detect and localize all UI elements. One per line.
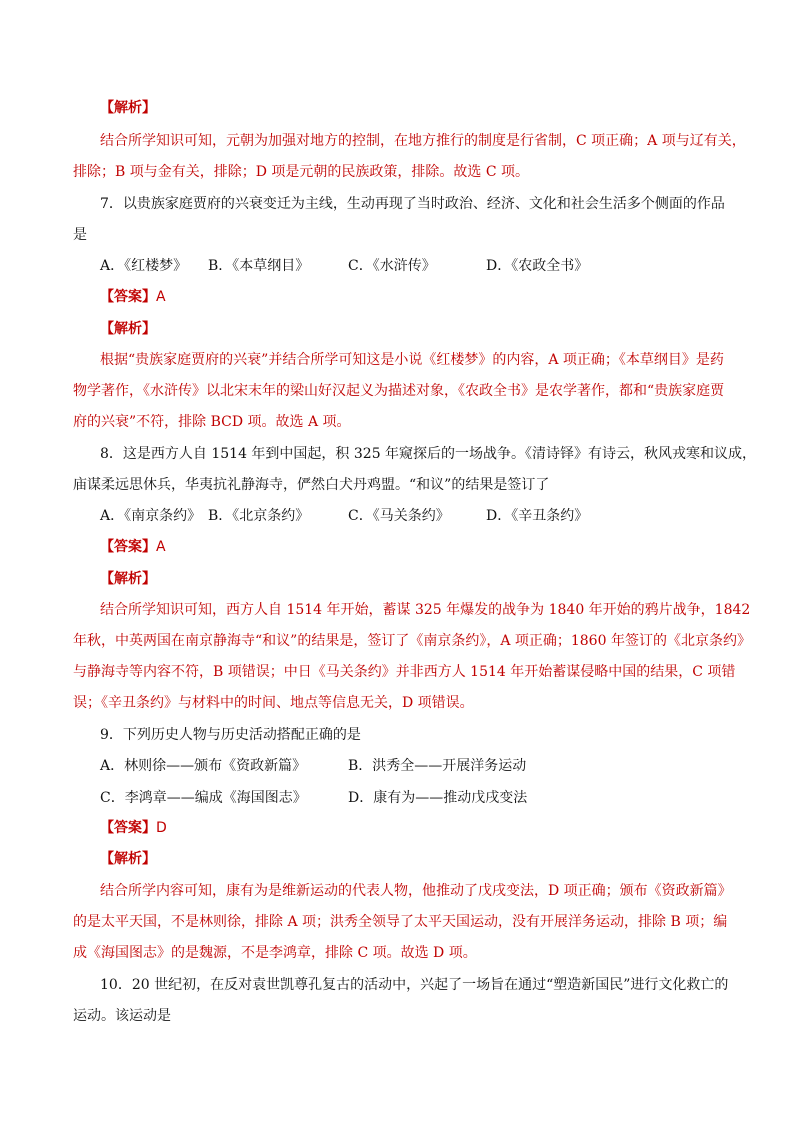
- analysis-text: 误；《辛丑条约》与材料中的时间、地点等信息无关，D 项错误。: [73, 695, 474, 711]
- answer-label: 【答案】: [100, 820, 156, 836]
- question-stem: 8．这是西方人自 1514 年到中国起，积 325 年窥探后的一场战争。《清诗铎》有诗云，秋风戎寒和议成，: [100, 446, 757, 462]
- question-stem: 庙谋柔远思休兵，华夷抗礼静海寺，俨然白犬丹鸡盟。“和议”的结果是签订了: [73, 477, 550, 493]
- option-b: B．洪秀全——开展洋务运动: [348, 758, 527, 774]
- answer-line: [100, 818, 167, 838]
- question-stem: 10．20 世纪初，在反对袁世凯尊孔复古的活动中，兴起了一场旨在通过“塑造新国民”进行文化救亡的: [100, 977, 729, 993]
- answer-label: 【答案】: [100, 539, 156, 555]
- analysis-label: 【解析】: [100, 571, 156, 587]
- option-a: A．《南京条约》: [100, 508, 202, 524]
- option-b: B．《北京条约》: [208, 508, 310, 524]
- answer-value: A: [156, 289, 166, 305]
- option-c: C．《马关条约》: [348, 508, 450, 524]
- answer-label: 【答案】: [100, 289, 156, 305]
- option-list: [100, 506, 700, 526]
- answer-line: [100, 287, 166, 307]
- analysis-text: 与静海寺等内容不符，B 项错误；中日《马关条约》并非西方人 1514 年开始蓄谋侵略中国的结果，C 项错: [73, 664, 736, 680]
- option-d: D．《辛丑条约》: [486, 508, 589, 524]
- analysis-text: 物学著作，《水浒传》以北宋末年的梁山好汉起义为描述对象，《农政全书》是农学著作，都和“贵族家庭贾: [73, 383, 725, 399]
- option-d: D．《农政全书》: [486, 258, 589, 274]
- analysis-text: 年秋，中英两国在南京静海寺“和议”的结果是，签订了《南京条约》，A 项正确；1860 年签订的《北京条约》: [73, 633, 751, 649]
- option-list: [100, 756, 700, 808]
- question-stem: 9．下列历史人物与历史活动搭配正确的是: [100, 727, 361, 743]
- answer-line: [100, 537, 166, 557]
- analysis-text: 结合所学知识可知，元朝为加强对地方的控制，在地方推行的制度是行省制，C 项正确；A 项与辽有关，: [100, 133, 746, 149]
- analysis-text: 的是太平天国，不是林则徐，排除 A 项；洪秀全领导了太平天国运动，没有开展洋务运动，排除 B 项；编: [73, 914, 728, 930]
- option-a: A．《红楼梦》: [100, 258, 188, 274]
- option-b: B．《本草纲目》: [208, 258, 310, 274]
- question-stem: 是: [73, 227, 87, 243]
- option-list: [100, 256, 700, 276]
- answer-value: A: [156, 539, 166, 555]
- question-stem: 运动。该运动是: [73, 1008, 171, 1024]
- option-c: C．李鸿章——编成《海国图志》: [100, 790, 307, 806]
- analysis-label: 【解析】: [100, 851, 156, 867]
- analysis-text: 根据“贵族家庭贾府的兴衰”并结合所学可知这是小说《红楼梦》的内容，A 项正确；《本草纲目》是药: [100, 352, 724, 368]
- analysis-text: 府的兴衰”不符，排除 BCD 项。故选 A 项。: [73, 414, 351, 430]
- analysis-text: 排除；B 项与金有关，排除；D 项是元朝的民族政策，排除。故选 C 项。: [73, 164, 530, 180]
- analysis-text: 结合所学内容可知，康有为是维新运动的代表人物，他推动了戊戌变法，D 项正确；颁布《资政新篇》: [100, 883, 732, 899]
- option-d: D．康有为——推动戊戌变法: [348, 790, 528, 806]
- analysis-text: 成《海国图志》的是魏源，不是李鸿章，排除 C 项。故选 D 项。: [73, 945, 477, 961]
- option-a: A．林则徐——颁布《资政新篇》: [100, 758, 307, 774]
- analysis-label: 【解析】: [100, 321, 156, 337]
- question-stem: 7．以贵族家庭贾府的兴衰变迁为主线，生动再现了当时政治、经济、文化和社会生活多个侧面的作品: [100, 196, 725, 212]
- analysis-label: 【解析】: [100, 100, 156, 116]
- answer-value: D: [156, 820, 167, 836]
- option-c: C．《水浒传》: [348, 258, 436, 274]
- analysis-text: 结合所学知识可知，西方人自 1514 年开始，蓄谋 325 年爆发的战争为 1840 年开始的鸦片战争，1842: [100, 602, 751, 618]
